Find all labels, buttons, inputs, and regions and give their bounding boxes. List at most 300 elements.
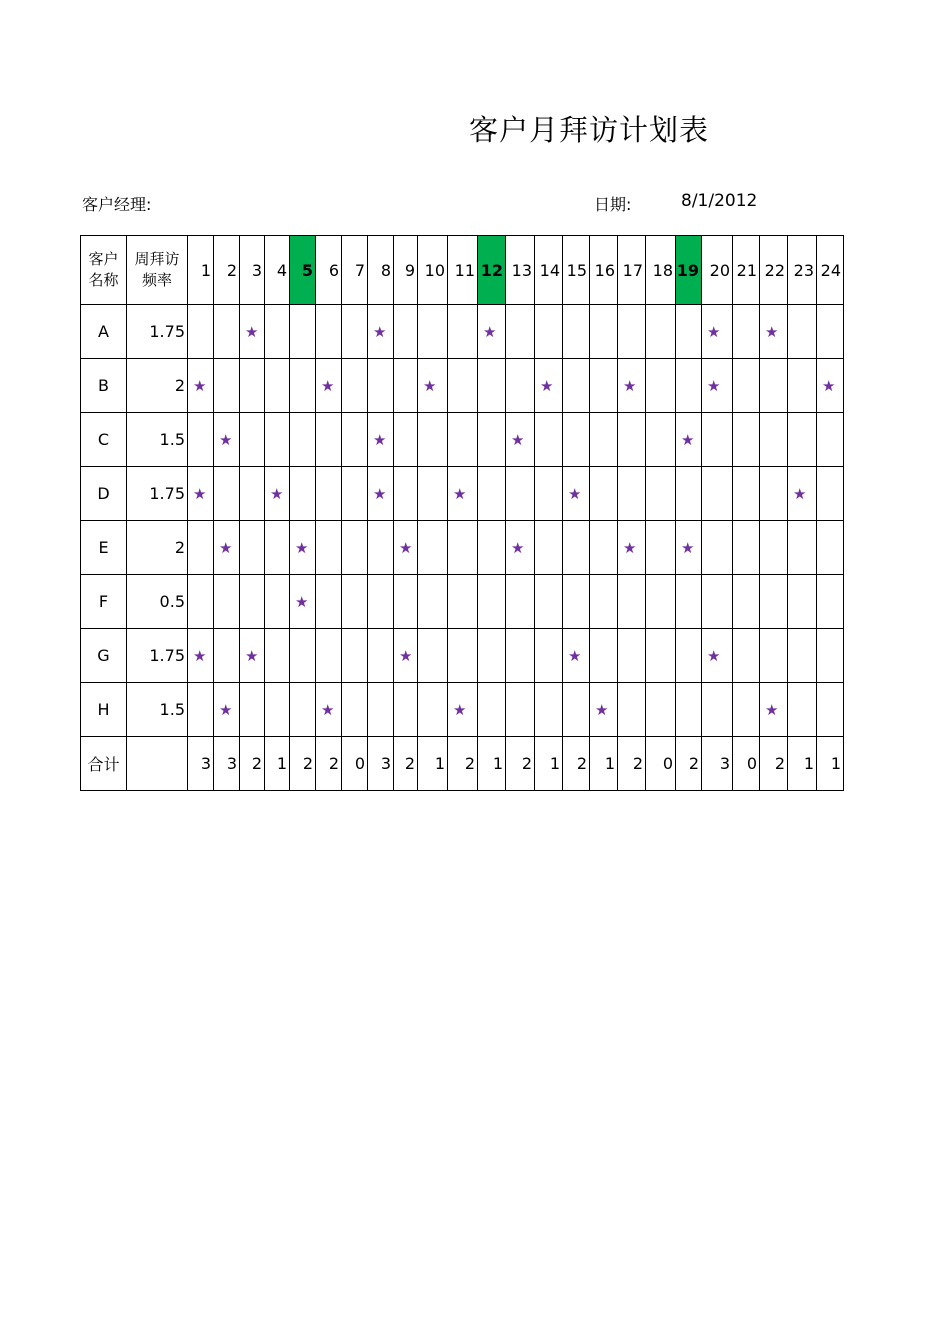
visit-cell-day-21[interactable]: [733, 305, 760, 359]
visit-star-icon: ★: [219, 538, 233, 557]
customer-name-cell[interactable]: G: [81, 629, 127, 683]
visit-cell-day-20[interactable]: [702, 521, 733, 575]
visit-cell-day-21[interactable]: [733, 683, 760, 737]
visit-cell-day-18[interactable]: [646, 629, 676, 683]
totals-row: [81, 737, 844, 791]
visit-star-icon: ★: [245, 322, 259, 341]
customer-name-cell[interactable]: A: [81, 305, 127, 359]
visit-cell-day-3[interactable]: [240, 359, 265, 413]
total-day-13[interactable]: 2: [506, 737, 535, 791]
visit-cell-day-17[interactable]: [618, 575, 646, 629]
visit-cell-day-11[interactable]: [448, 629, 478, 683]
visit-star-icon: ★: [373, 322, 387, 341]
visit-cell-day-3[interactable]: [240, 629, 265, 683]
customer-row-g: [81, 629, 844, 683]
visit-cell-day-16[interactable]: [590, 683, 618, 737]
visit-cell-day-19[interactable]: [676, 521, 702, 575]
visit-cell-day-20[interactable]: [702, 467, 733, 521]
weekly-frequency-cell[interactable]: 1.75: [127, 467, 188, 521]
header-day-1[interactable]: 1: [188, 236, 214, 305]
visit-cell-day-6[interactable]: [316, 629, 342, 683]
visit-cell-day-21[interactable]: [733, 413, 760, 467]
total-day-21[interactable]: 0: [733, 737, 760, 791]
visit-cell-day-6[interactable]: [316, 521, 342, 575]
visit-cell-day-13[interactable]: [506, 413, 535, 467]
total-day-12[interactable]: 1: [478, 737, 506, 791]
weekly-frequency-cell[interactable]: 2: [127, 359, 188, 413]
visit-cell-day-20[interactable]: [702, 305, 733, 359]
visit-cell-day-20[interactable]: [702, 413, 733, 467]
visit-star-icon: ★: [295, 592, 309, 611]
visit-cell-day-5[interactable]: [290, 575, 316, 629]
visit-star-icon: ★: [453, 700, 467, 719]
visit-cell-day-5[interactable]: [290, 629, 316, 683]
visit-cell-day-4[interactable]: [265, 359, 290, 413]
header-customer-name[interactable]: [81, 236, 127, 305]
visit-cell-day-15[interactable]: [563, 467, 590, 521]
visit-cell-day-8[interactable]: [368, 413, 394, 467]
visit-cell-day-14[interactable]: [535, 305, 563, 359]
visit-cell-day-5[interactable]: [290, 413, 316, 467]
visit-cell-day-15[interactable]: [563, 413, 590, 467]
visit-cell-day-8[interactable]: [368, 467, 394, 521]
visit-cell-day-24[interactable]: [817, 629, 844, 683]
visit-star-icon: ★: [245, 646, 259, 665]
header-day-23[interactable]: 23: [788, 236, 817, 305]
header-day-11[interactable]: 11: [448, 236, 478, 305]
visit-cell-day-9[interactable]: [394, 305, 418, 359]
visit-cell-day-16[interactable]: [590, 575, 618, 629]
visit-cell-day-17[interactable]: [618, 467, 646, 521]
header-day-12[interactable]: 12: [478, 236, 506, 305]
total-label-cell[interactable]: 合计: [81, 737, 127, 791]
visit-cell-day-15[interactable]: [563, 359, 590, 413]
visit-cell-day-8[interactable]: [368, 305, 394, 359]
visit-cell-day-22[interactable]: [760, 467, 788, 521]
visit-star-icon: ★: [511, 538, 525, 557]
visit-cell-day-16[interactable]: [590, 521, 618, 575]
visit-cell-day-6[interactable]: [316, 413, 342, 467]
visit-cell-day-22[interactable]: [760, 683, 788, 737]
visit-cell-day-19[interactable]: [676, 629, 702, 683]
visit-cell-day-2[interactable]: [214, 629, 240, 683]
visit-cell-day-22[interactable]: [760, 359, 788, 413]
visit-cell-day-6[interactable]: [316, 305, 342, 359]
visit-cell-day-1[interactable]: [188, 575, 214, 629]
visit-star-icon: ★: [483, 322, 497, 341]
total-frequency-cell[interactable]: [127, 737, 188, 791]
total-day-16[interactable]: 1: [590, 737, 618, 791]
total-day-10[interactable]: 1: [418, 737, 448, 791]
visit-cell-day-12[interactable]: [478, 521, 506, 575]
visit-cell-day-13[interactable]: [506, 683, 535, 737]
visit-cell-day-9[interactable]: [394, 521, 418, 575]
visit-cell-day-23[interactable]: [788, 683, 817, 737]
header-weekly-frequency[interactable]: [127, 236, 188, 305]
visit-cell-day-22[interactable]: [760, 629, 788, 683]
customer-name-cell[interactable]: B: [81, 359, 127, 413]
visit-cell-day-18[interactable]: [646, 575, 676, 629]
total-day-6[interactable]: 2: [316, 737, 342, 791]
total-day-3[interactable]: 2: [240, 737, 265, 791]
visit-cell-day-18[interactable]: [646, 305, 676, 359]
visit-cell-day-19[interactable]: [676, 359, 702, 413]
weekly-frequency-cell[interactable]: 0.5: [127, 575, 188, 629]
visit-cell-day-11[interactable]: [448, 521, 478, 575]
header-day-2[interactable]: 2: [214, 236, 240, 305]
visit-cell-day-24[interactable]: [817, 305, 844, 359]
customer-row-a: [81, 305, 844, 359]
visit-cell-day-7[interactable]: [342, 629, 368, 683]
header-day-3[interactable]: 3: [240, 236, 265, 305]
visit-cell-day-20[interactable]: [702, 359, 733, 413]
visit-cell-day-23[interactable]: [788, 305, 817, 359]
visit-cell-day-4[interactable]: [265, 413, 290, 467]
visit-cell-day-21[interactable]: [733, 467, 760, 521]
visit-cell-day-18[interactable]: [646, 467, 676, 521]
visit-cell-day-7[interactable]: [342, 575, 368, 629]
customer-name-cell[interactable]: H: [81, 683, 127, 737]
visit-cell-day-11[interactable]: [448, 683, 478, 737]
visit-cell-day-8[interactable]: [368, 359, 394, 413]
visit-cell-day-9[interactable]: [394, 683, 418, 737]
visit-cell-day-24[interactable]: [817, 413, 844, 467]
visit-cell-day-13[interactable]: [506, 629, 535, 683]
visit-cell-day-5[interactable]: [290, 683, 316, 737]
visit-cell-day-14[interactable]: [535, 413, 563, 467]
visit-cell-day-19[interactable]: [676, 575, 702, 629]
visit-star-icon: ★: [822, 376, 836, 395]
visit-cell-day-12[interactable]: [478, 359, 506, 413]
customer-name-cell[interactable]: E: [81, 521, 127, 575]
total-day-20[interactable]: 3: [702, 737, 733, 791]
visit-cell-day-16[interactable]: [590, 467, 618, 521]
visit-cell-day-11[interactable]: [448, 359, 478, 413]
visit-cell-day-10[interactable]: [418, 683, 448, 737]
visit-star-icon: ★: [623, 376, 637, 395]
visit-cell-day-15[interactable]: [563, 683, 590, 737]
total-day-2[interactable]: 3: [214, 737, 240, 791]
visit-cell-day-20[interactable]: [702, 575, 733, 629]
visit-cell-day-10[interactable]: [418, 413, 448, 467]
visit-cell-day-1[interactable]: [188, 359, 214, 413]
visit-cell-day-21[interactable]: [733, 575, 760, 629]
visit-star-icon: ★: [681, 430, 695, 449]
visit-cell-day-3[interactable]: [240, 683, 265, 737]
header-day-15[interactable]: 15: [563, 236, 590, 305]
weekly-frequency-cell[interactable]: 1.75: [127, 305, 188, 359]
visit-star-icon: ★: [193, 646, 207, 665]
visit-cell-day-7[interactable]: [342, 359, 368, 413]
visit-cell-day-12[interactable]: [478, 629, 506, 683]
visit-cell-day-4[interactable]: [265, 521, 290, 575]
visit-cell-day-6[interactable]: [316, 359, 342, 413]
visit-star-icon: ★: [511, 430, 525, 449]
visit-cell-day-24[interactable]: [817, 359, 844, 413]
visit-cell-day-12[interactable]: [478, 413, 506, 467]
weekly-frequency-cell[interactable]: 1.75: [127, 629, 188, 683]
visit-cell-day-2[interactable]: [214, 467, 240, 521]
visit-cell-day-7[interactable]: [342, 467, 368, 521]
visit-cell-day-14[interactable]: [535, 359, 563, 413]
visit-cell-day-2[interactable]: [214, 413, 240, 467]
header-day-17[interactable]: 17: [618, 236, 646, 305]
total-day-17[interactable]: 2: [618, 737, 646, 791]
visit-cell-day-17[interactable]: [618, 521, 646, 575]
visit-cell-day-15[interactable]: [563, 305, 590, 359]
customer-row-c: [81, 413, 844, 467]
header-day-22[interactable]: 22: [760, 236, 788, 305]
header-day-7[interactable]: 7: [342, 236, 368, 305]
visit-cell-day-6[interactable]: [316, 575, 342, 629]
visit-star-icon: ★: [623, 538, 637, 557]
visit-cell-day-22[interactable]: [760, 305, 788, 359]
visit-cell-day-8[interactable]: [368, 575, 394, 629]
customer-row-e: [81, 521, 844, 575]
visit-cell-day-18[interactable]: [646, 413, 676, 467]
visit-star-icon: ★: [568, 484, 582, 503]
visit-star-icon: ★: [793, 484, 807, 503]
visit-cell-day-17[interactable]: [618, 359, 646, 413]
visit-star-icon: ★: [568, 646, 582, 665]
customer-name-cell[interactable]: D: [81, 467, 127, 521]
visit-cell-day-12[interactable]: [478, 575, 506, 629]
visit-cell-day-14[interactable]: [535, 575, 563, 629]
visit-cell-day-2[interactable]: [214, 359, 240, 413]
visit-cell-day-3[interactable]: [240, 413, 265, 467]
header-day-16[interactable]: 16: [590, 236, 618, 305]
visit-cell-day-8[interactable]: [368, 521, 394, 575]
visit-cell-day-5[interactable]: [290, 359, 316, 413]
visit-cell-day-14[interactable]: [535, 683, 563, 737]
visit-cell-day-18[interactable]: [646, 359, 676, 413]
visit-star-icon: ★: [270, 484, 284, 503]
visit-star-icon: ★: [707, 322, 721, 341]
header-day-20[interactable]: 20: [702, 236, 733, 305]
visit-cell-day-23[interactable]: [788, 413, 817, 467]
visit-cell-day-4[interactable]: [265, 629, 290, 683]
total-day-19[interactable]: 2: [676, 737, 702, 791]
customer-row-h: [81, 683, 844, 737]
visit-cell-day-23[interactable]: [788, 467, 817, 521]
visit-cell-day-14[interactable]: [535, 629, 563, 683]
customer-row-b: [81, 359, 844, 413]
visit-cell-day-21[interactable]: [733, 521, 760, 575]
visit-cell-day-9[interactable]: [394, 467, 418, 521]
visit-cell-day-11[interactable]: [448, 305, 478, 359]
date-value[interactable]: 8/1/2012: [681, 191, 758, 211]
visit-cell-day-7[interactable]: [342, 413, 368, 467]
visit-star-icon: ★: [219, 430, 233, 449]
visit-cell-day-7[interactable]: [342, 683, 368, 737]
visit-cell-day-1[interactable]: [188, 467, 214, 521]
visit-cell-day-12[interactable]: [478, 305, 506, 359]
visit-cell-day-1[interactable]: [188, 629, 214, 683]
visit-cell-day-14[interactable]: [535, 521, 563, 575]
visit-cell-day-11[interactable]: [448, 413, 478, 467]
visit-cell-day-16[interactable]: [590, 629, 618, 683]
header-day-18[interactable]: 18: [646, 236, 676, 305]
weekly-frequency-cell[interactable]: 1.5: [127, 683, 188, 737]
visit-cell-day-16[interactable]: [590, 359, 618, 413]
visit-cell-day-2[interactable]: [214, 575, 240, 629]
visit-cell-day-21[interactable]: [733, 359, 760, 413]
visit-cell-day-2[interactable]: [214, 521, 240, 575]
visit-cell-day-23[interactable]: [788, 359, 817, 413]
visit-cell-day-8[interactable]: [368, 683, 394, 737]
visit-cell-day-23[interactable]: [788, 575, 817, 629]
header-day-19[interactable]: 19: [676, 236, 702, 305]
visit-cell-day-22[interactable]: [760, 413, 788, 467]
header-customer-name-line1: 客户: [88, 250, 119, 268]
header-day-9[interactable]: 9: [394, 236, 418, 305]
total-day-11[interactable]: 2: [448, 737, 478, 791]
visit-cell-day-6[interactable]: [316, 683, 342, 737]
visit-cell-day-1[interactable]: [188, 521, 214, 575]
visit-cell-day-11[interactable]: [448, 467, 478, 521]
visit-cell-day-13[interactable]: [506, 359, 535, 413]
visit-star-icon: ★: [765, 700, 779, 719]
header-day-14[interactable]: 14: [535, 236, 563, 305]
visit-cell-day-10[interactable]: [418, 629, 448, 683]
total-day-8[interactable]: 3: [368, 737, 394, 791]
visit-cell-day-19[interactable]: [676, 683, 702, 737]
visit-cell-day-15[interactable]: [563, 521, 590, 575]
header-day-6[interactable]: 6: [316, 236, 342, 305]
visit-cell-day-13[interactable]: [506, 305, 535, 359]
visit-cell-day-24[interactable]: [817, 575, 844, 629]
visit-cell-day-24[interactable]: [817, 467, 844, 521]
weekly-frequency-cell[interactable]: 2: [127, 521, 188, 575]
total-day-24[interactable]: 1: [817, 737, 844, 791]
visit-star-icon: ★: [540, 376, 554, 395]
visit-cell-day-4[interactable]: [265, 467, 290, 521]
total-day-23[interactable]: 1: [788, 737, 817, 791]
visit-cell-day-2[interactable]: [214, 683, 240, 737]
visit-cell-day-19[interactable]: [676, 413, 702, 467]
visit-cell-day-13[interactable]: [506, 575, 535, 629]
visit-cell-day-24[interactable]: [817, 683, 844, 737]
visit-cell-day-20[interactable]: [702, 629, 733, 683]
visit-cell-day-18[interactable]: [646, 683, 676, 737]
header-day-10[interactable]: 10: [418, 236, 448, 305]
visit-cell-day-18[interactable]: [646, 521, 676, 575]
total-day-9[interactable]: 2: [394, 737, 418, 791]
visit-cell-day-21[interactable]: [733, 629, 760, 683]
visit-cell-day-22[interactable]: [760, 575, 788, 629]
total-day-22[interactable]: 2: [760, 737, 788, 791]
visit-star-icon: ★: [707, 646, 721, 665]
header-day-4[interactable]: 4: [265, 236, 290, 305]
customer-name-cell[interactable]: F: [81, 575, 127, 629]
total-day-5[interactable]: 2: [290, 737, 316, 791]
visit-cell-day-5[interactable]: [290, 521, 316, 575]
total-day-1[interactable]: 3: [188, 737, 214, 791]
visit-cell-day-10[interactable]: [418, 467, 448, 521]
visit-star-icon: ★: [707, 376, 721, 395]
visit-cell-day-19[interactable]: [676, 305, 702, 359]
visit-cell-day-7[interactable]: [342, 305, 368, 359]
visit-cell-day-9[interactable]: [394, 359, 418, 413]
visit-cell-day-13[interactable]: [506, 467, 535, 521]
visit-star-icon: ★: [765, 322, 779, 341]
visit-cell-day-10[interactable]: [418, 575, 448, 629]
visit-star-icon: ★: [423, 376, 437, 395]
visit-cell-day-6[interactable]: [316, 467, 342, 521]
total-day-4[interactable]: 1: [265, 737, 290, 791]
visit-cell-day-9[interactable]: [394, 413, 418, 467]
visit-cell-day-19[interactable]: [676, 467, 702, 521]
visit-cell-day-7[interactable]: [342, 521, 368, 575]
visit-cell-day-23[interactable]: [788, 521, 817, 575]
visit-cell-day-16[interactable]: [590, 305, 618, 359]
visit-cell-day-1[interactable]: [188, 305, 214, 359]
visit-cell-day-4[interactable]: [265, 575, 290, 629]
visit-cell-day-13[interactable]: [506, 521, 535, 575]
visit-cell-day-12[interactable]: [478, 683, 506, 737]
visit-cell-day-2[interactable]: [214, 305, 240, 359]
customer-name-cell[interactable]: C: [81, 413, 127, 467]
total-day-18[interactable]: 0: [646, 737, 676, 791]
total-day-15[interactable]: 2: [563, 737, 590, 791]
visit-cell-day-3[interactable]: [240, 305, 265, 359]
visit-star-icon: ★: [373, 430, 387, 449]
visit-cell-day-3[interactable]: [240, 575, 265, 629]
visit-cell-day-17[interactable]: [618, 629, 646, 683]
visit-cell-day-14[interactable]: [535, 467, 563, 521]
header-day-13[interactable]: 13: [506, 236, 535, 305]
total-day-7[interactable]: 0: [342, 737, 368, 791]
visit-schedule-table: [80, 235, 844, 791]
visit-star-icon: ★: [399, 646, 413, 665]
visit-cell-day-1[interactable]: [188, 413, 214, 467]
visit-cell-day-22[interactable]: [760, 521, 788, 575]
visit-cell-day-5[interactable]: [290, 467, 316, 521]
header-weekly-frequency-line1: 周拜访: [134, 250, 180, 268]
total-day-14[interactable]: 1: [535, 737, 563, 791]
visit-cell-day-8[interactable]: [368, 629, 394, 683]
visit-cell-day-23[interactable]: [788, 629, 817, 683]
visit-star-icon: ★: [193, 484, 207, 503]
visit-cell-day-16[interactable]: [590, 413, 618, 467]
visit-cell-day-3[interactable]: [240, 521, 265, 575]
header-day-8[interactable]: 8: [368, 236, 394, 305]
weekly-frequency-cell[interactable]: 1.5: [127, 413, 188, 467]
visit-cell-day-9[interactable]: [394, 629, 418, 683]
visit-cell-day-5[interactable]: [290, 305, 316, 359]
visit-cell-day-9[interactable]: [394, 575, 418, 629]
visit-cell-day-11[interactable]: [448, 575, 478, 629]
header-day-24[interactable]: 24: [817, 236, 844, 305]
visit-cell-day-1[interactable]: [188, 683, 214, 737]
header-day-5[interactable]: 5: [290, 236, 316, 305]
visit-cell-day-15[interactable]: [563, 629, 590, 683]
visit-cell-day-4[interactable]: [265, 683, 290, 737]
visit-cell-day-10[interactable]: [418, 359, 448, 413]
visit-cell-day-4[interactable]: [265, 305, 290, 359]
visit-cell-day-12[interactable]: [478, 467, 506, 521]
visit-cell-day-10[interactable]: [418, 305, 448, 359]
visit-cell-day-15[interactable]: [563, 575, 590, 629]
visit-cell-day-10[interactable]: [418, 521, 448, 575]
visit-cell-day-20[interactable]: [702, 683, 733, 737]
visit-cell-day-17[interactable]: [618, 413, 646, 467]
visit-cell-day-24[interactable]: [817, 521, 844, 575]
header-day-21[interactable]: 21: [733, 236, 760, 305]
visit-cell-day-17[interactable]: [618, 683, 646, 737]
visit-cell-day-17[interactable]: [618, 305, 646, 359]
visit-cell-day-3[interactable]: [240, 467, 265, 521]
